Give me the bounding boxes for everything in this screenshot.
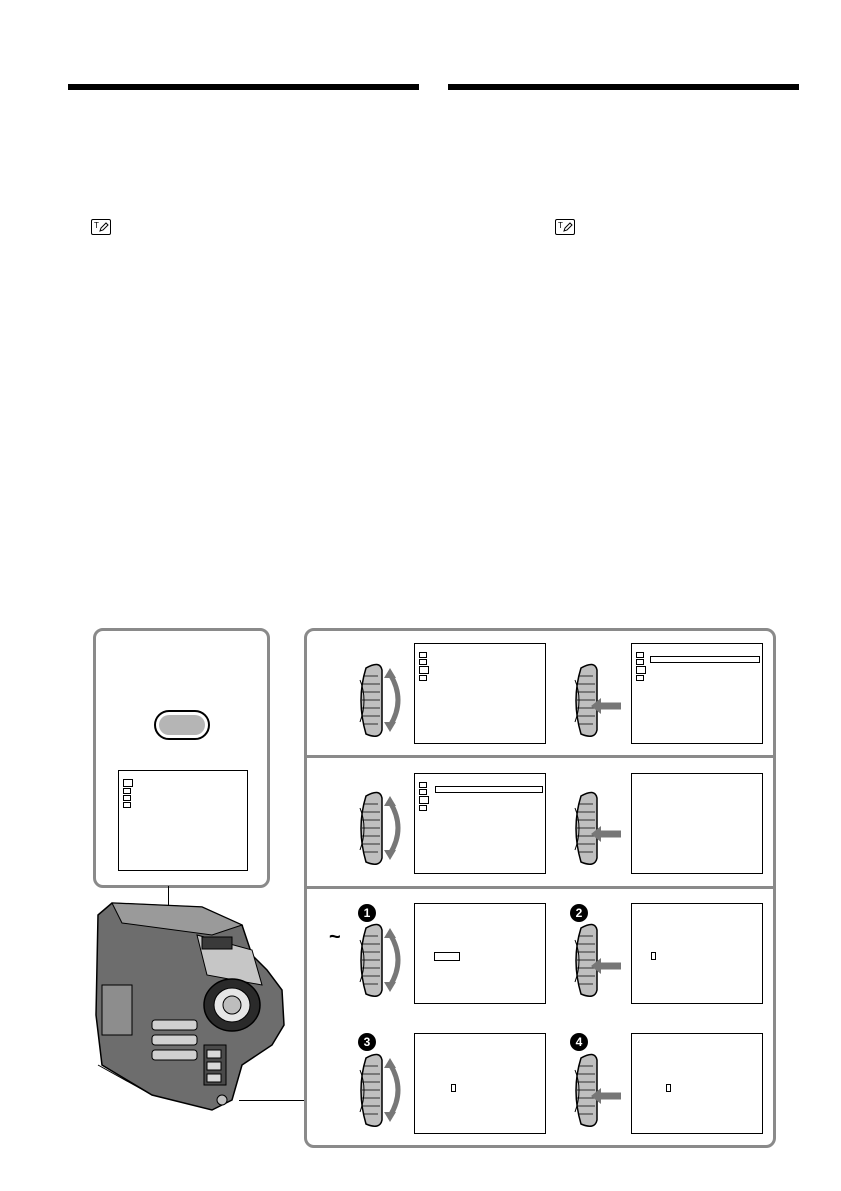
menu-icon bbox=[419, 652, 427, 658]
step-number-1: 1 bbox=[358, 904, 376, 922]
menu-icon bbox=[636, 659, 644, 665]
control-dial-turn[interactable] bbox=[350, 1050, 410, 1130]
camcorder-illustration bbox=[92, 895, 292, 1120]
title-pencil-icon: T bbox=[555, 219, 575, 235]
char-cursor bbox=[451, 1084, 456, 1092]
lcd-screen bbox=[414, 903, 546, 1004]
step-number-2: 2 bbox=[570, 904, 588, 922]
return-icon bbox=[419, 805, 427, 811]
menu-icon-selected bbox=[636, 666, 646, 674]
menu-icon bbox=[636, 652, 644, 658]
title-char-field bbox=[434, 952, 460, 961]
lcd-screen bbox=[631, 643, 763, 744]
menu-icon bbox=[419, 659, 427, 665]
menu-button[interactable] bbox=[154, 710, 210, 740]
step-number-4: 4 bbox=[570, 1033, 588, 1051]
lcd-screen-menu bbox=[118, 770, 248, 871]
menu-icon bbox=[419, 789, 427, 795]
lcd-screen bbox=[414, 773, 546, 874]
control-dial-turn[interactable] bbox=[350, 920, 410, 1000]
return-icon bbox=[419, 675, 427, 681]
left-heading-rule bbox=[68, 84, 419, 90]
char-cursor bbox=[666, 1084, 671, 1092]
menu-icon-selected bbox=[419, 666, 429, 674]
highlight-bar bbox=[435, 786, 543, 793]
row-divider bbox=[306, 886, 774, 889]
menu-icon bbox=[123, 788, 131, 794]
lcd-screen bbox=[414, 1033, 546, 1134]
range-symbol: ~ bbox=[329, 926, 341, 948]
control-dial-press[interactable] bbox=[565, 1050, 625, 1130]
menu-icon bbox=[123, 795, 131, 801]
title-pencil-icon: T bbox=[91, 219, 111, 235]
menu-icon-list bbox=[636, 652, 650, 682]
menu-icon bbox=[419, 782, 427, 788]
step-number-3: 3 bbox=[358, 1033, 376, 1051]
menu-button-panel bbox=[93, 628, 270, 888]
return-icon bbox=[636, 675, 644, 681]
return-icon bbox=[123, 802, 131, 808]
control-dial-press[interactable] bbox=[565, 920, 625, 1000]
lcd-screen bbox=[631, 1033, 763, 1134]
menu-icon-list bbox=[123, 779, 137, 809]
row-divider bbox=[306, 755, 774, 758]
control-dial-turn[interactable] bbox=[350, 660, 410, 740]
menu-icon-list bbox=[419, 782, 433, 812]
lcd-screen bbox=[631, 903, 763, 1004]
menu-icon-list bbox=[419, 652, 433, 682]
control-dial-press[interactable] bbox=[565, 788, 625, 868]
menu-icon-selected bbox=[419, 796, 429, 804]
highlight-bar bbox=[650, 656, 760, 663]
right-heading-rule bbox=[448, 84, 799, 90]
control-dial-press[interactable] bbox=[565, 660, 625, 740]
control-dial-turn[interactable] bbox=[350, 788, 410, 868]
menu-icon-selected bbox=[123, 779, 133, 787]
lcd-screen bbox=[631, 773, 763, 874]
lcd-screen bbox=[414, 643, 546, 744]
char-cursor bbox=[651, 952, 656, 960]
